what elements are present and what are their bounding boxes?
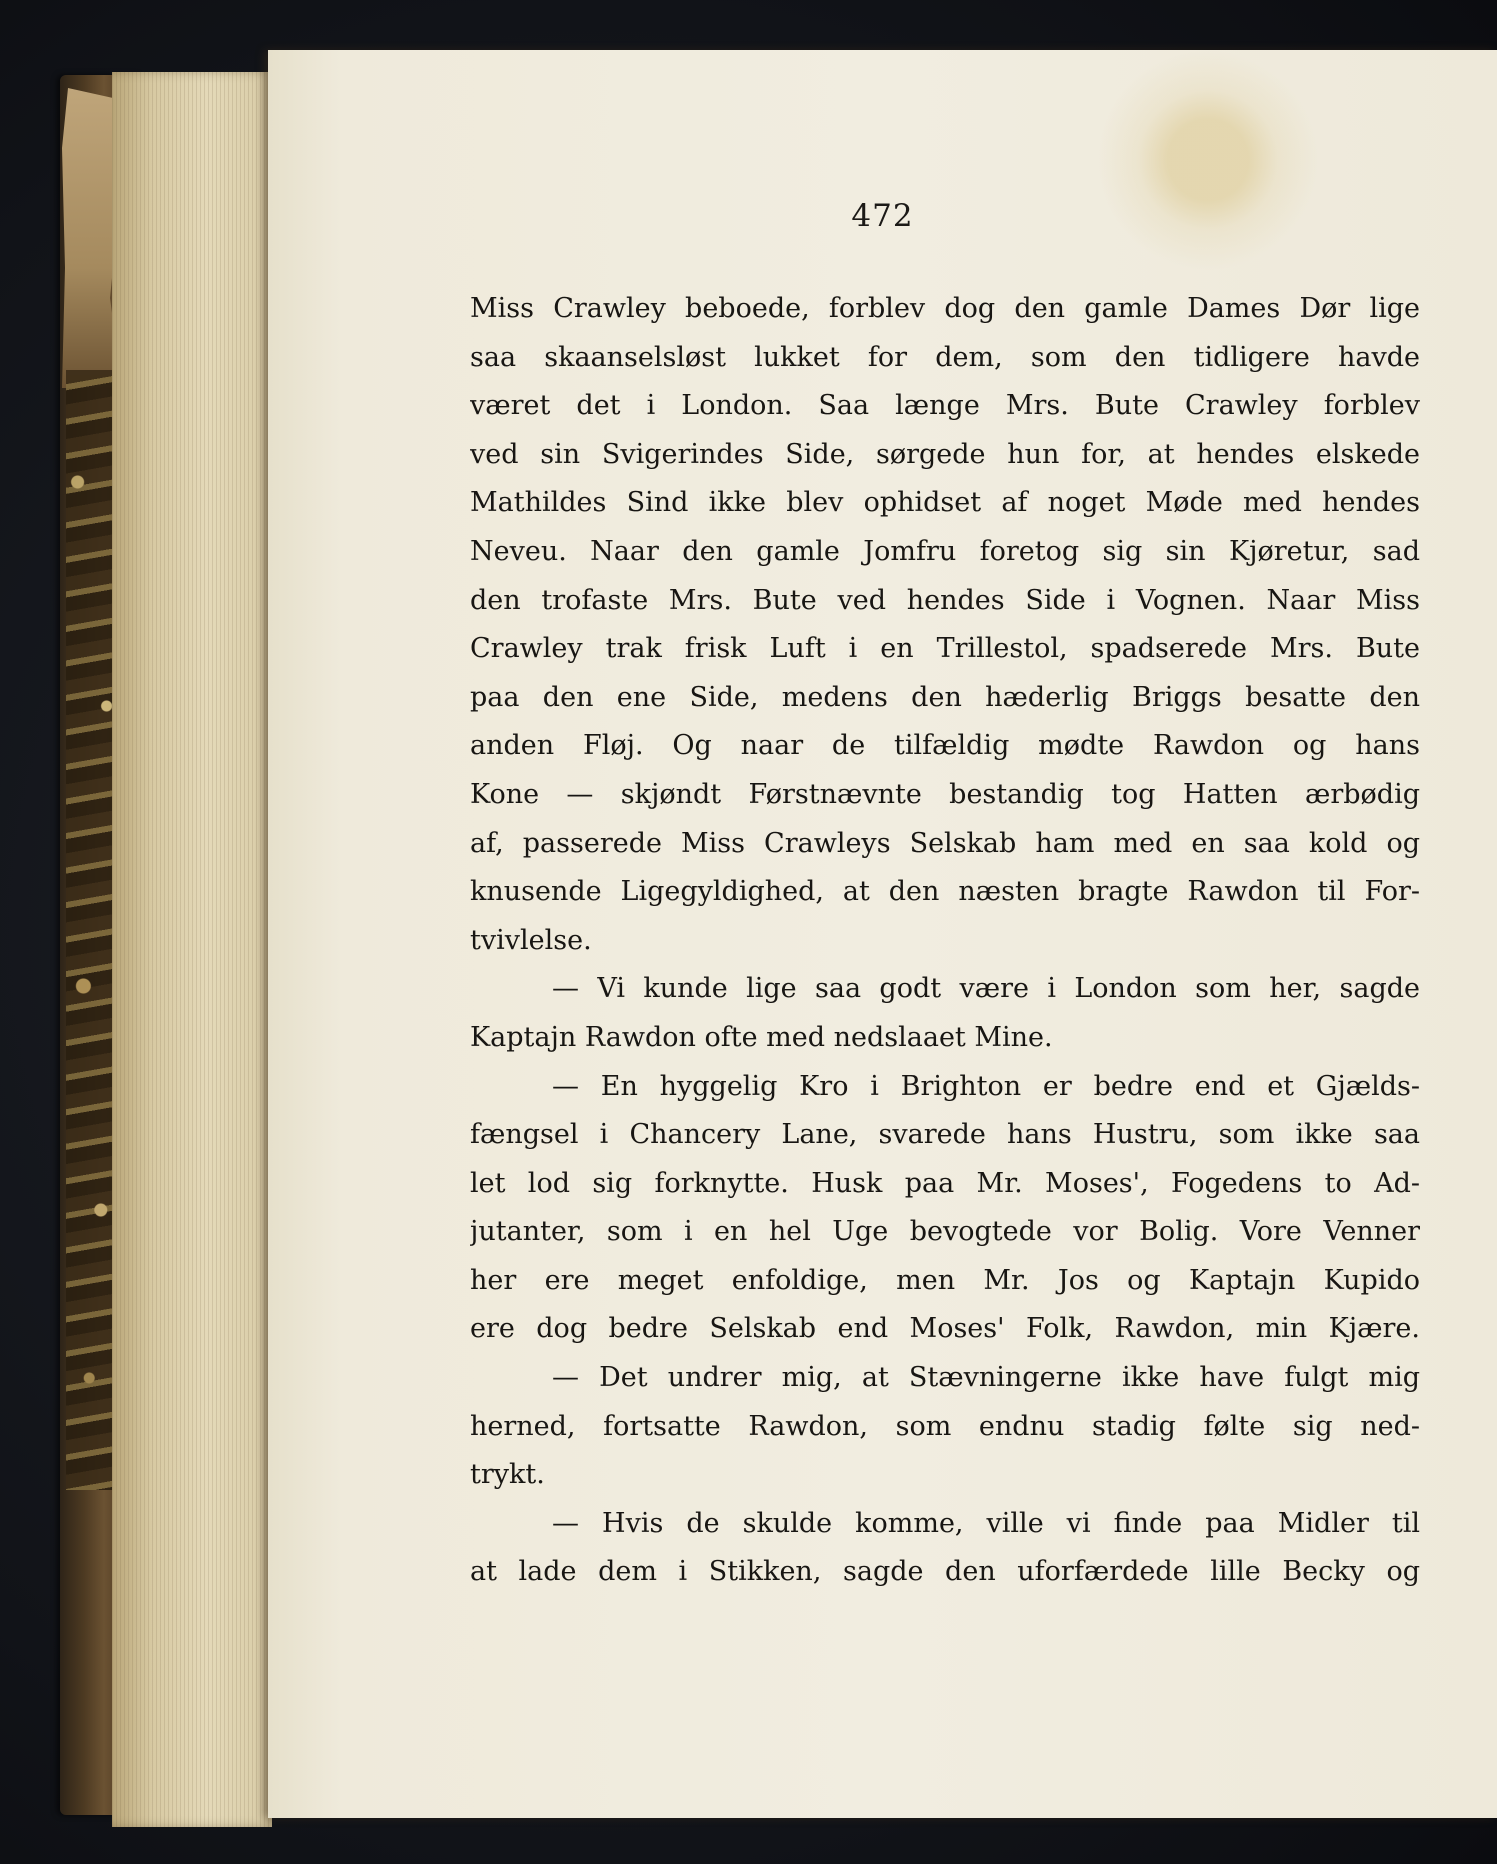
text-line: herned, fortsatte Rawdon, som endnu stadig følte sig ned-	[470, 1410, 1420, 1442]
text-line: Kone — skjøndt Førstnævnte bestandig tog Hatten ærbødig	[470, 778, 1420, 810]
text-line: her ere meget enfoldige, men Mr. Jos og Kaptajn Kupido	[470, 1264, 1420, 1296]
text-line: let lod sig forknytte. Husk paa Mr. Moses', Fogedens to Ad-	[470, 1167, 1420, 1199]
text-line: af, passerede Miss Crawleys Selskab ham med en saa kold og	[470, 827, 1420, 859]
text-line: Kaptajn Rawdon ofte med nedslaaet Mine.	[470, 1021, 1053, 1053]
text-line: knusende Ligegyldighed, at den næsten bragte Rawdon til For-	[470, 876, 1420, 908]
text-line: saa skaanselsløst lukket for dem, som den tidligere havde	[470, 341, 1420, 373]
text-line: Neveu. Naar den gamle Jomfru foretog sig sin Kjøretur, sad	[470, 535, 1420, 567]
text-line: den trofaste Mrs. Bute ved hendes Side i Vognen. Naar Miss	[470, 584, 1420, 616]
text-line: ved sin Svigerindes Side, sørgede hun for, at hendes elskede	[470, 438, 1420, 470]
text-line: fængsel i Chancery Lane, svarede hans Hustru, som ikke saa	[470, 1119, 1420, 1151]
text-line: været det i London. Saa længe Mrs. Bute Crawley forblev	[470, 390, 1420, 422]
text-line: Mathildes Sind ikke blev ophidset af noget Møde med hendes	[470, 487, 1420, 519]
text-line: ere dog bedre Selskab end Moses' Folk, Rawdon, min Kjære.	[470, 1313, 1420, 1345]
page-body-text	[470, 285, 1420, 1597]
text-line: trykt.	[470, 1459, 545, 1491]
text-line: paa den ene Side, medens den hæderlig Briggs besatte den	[470, 681, 1420, 713]
text-line: Miss Crawley beboede, forblev dog den gamle Dames Dør lige	[470, 293, 1420, 324]
text-line: Crawley trak frisk Luft i en Trillestol, spadserede Mrs. Bute	[470, 633, 1420, 665]
text-line: at lade dem i Stikken, sagde den uforfærdede lille Becky og	[470, 1556, 1420, 1588]
text-line: tvivlelse.	[470, 924, 592, 956]
book-page	[268, 50, 1497, 1818]
text-line: — Vi kunde lige saa godt være i London som her, sagde	[552, 973, 1420, 1005]
text-line: — Det undrer mig, at Stævningerne ikke have fulgt mig	[552, 1362, 1420, 1394]
text-line: jutanter, som i en hel Uge bevogtede vor Bolig. Vore Venner	[470, 1216, 1420, 1248]
page-number: 472	[851, 198, 914, 234]
text-line: anden Fløj. Og naar de tilfældig mødte Rawdon og hans	[470, 730, 1420, 762]
page-edges-stack	[112, 72, 272, 1827]
text-line: — En hyggelig Kro i Brighton er bedre end et Gjælds-	[552, 1070, 1420, 1102]
text-line: — Hvis de skulde komme, ville vi finde paa Midler til	[552, 1507, 1420, 1539]
